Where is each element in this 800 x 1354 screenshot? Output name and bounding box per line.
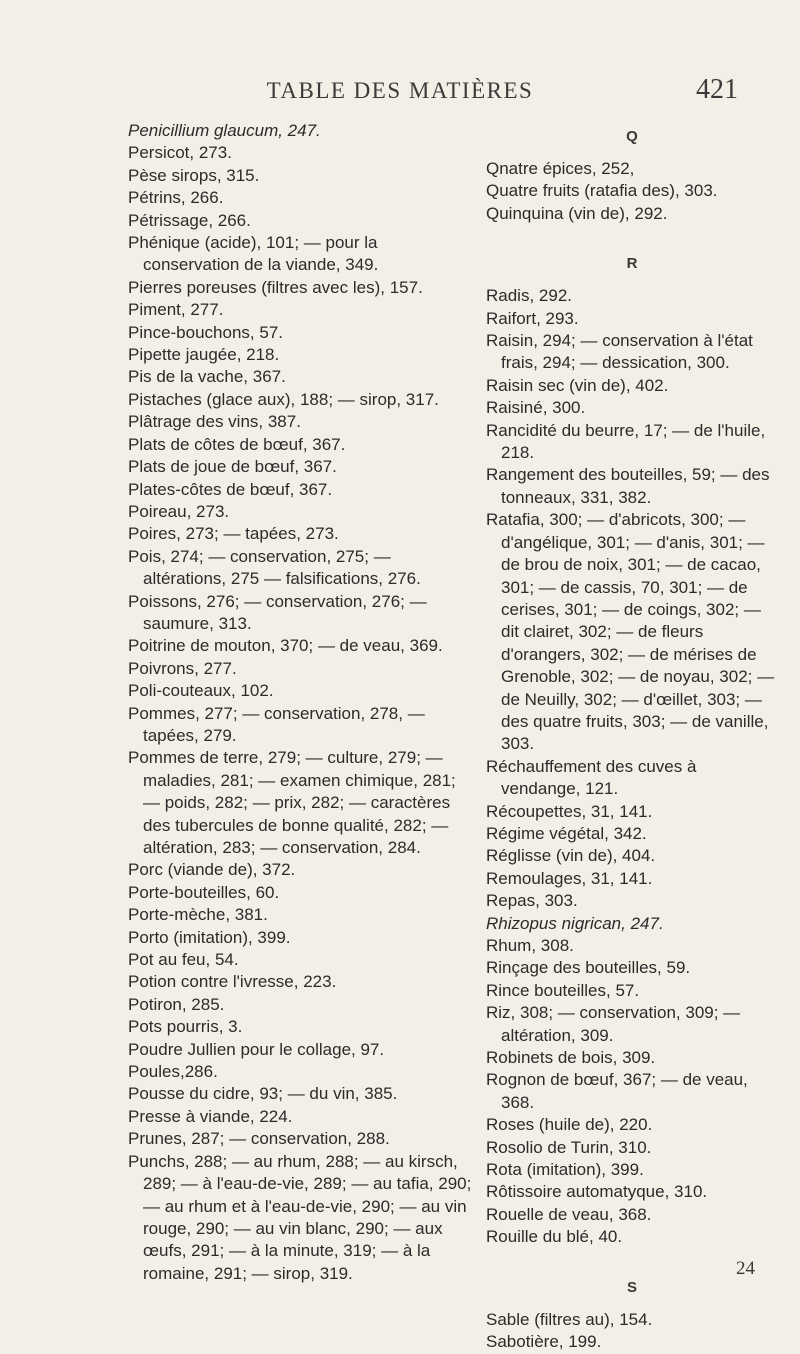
index-entry: Ratafia, 300; — d'abricots, 300; — d'angélique, 301; — d'anis, 301; — de brou de noix, 301; — de cacao, 301; — de cassis, 70, 301; — de cerises, 301; — de coings, 302; — dit clairet, 302; — de fleurs d'orangers, 302; — de mérises de Grenoble, 302; — de noyau, 302; — de Neuilly, 302; — d'œillet, 303; — des quatre fruits, 303; — de vanille, 303. [486,510,775,754]
section-letter-s: S [626,1278,637,1296]
index-entry: Porc (viande de), 372. [128,860,296,880]
page-number: 421 [696,74,738,105]
index-entry: Rosolio de Turin, 310. [486,1137,652,1157]
index-entry: Robinets de bois, 309. [486,1048,656,1068]
index-entry: Riz, 308; — conservation, 309; — altération, 309. [486,1003,741,1045]
index-entry: Régime végétal, 342. [486,823,647,843]
index-entry: Pétrins, 266. [128,188,224,208]
index-entry: Rognon de bœuf, 367; — de veau, 368. [486,1070,748,1112]
index-entry: Porte-mèche, 381. [128,905,268,925]
section-letter-q: Q [626,128,638,145]
index-entry: Plâtrage des vins, 387. [128,412,301,432]
index-entry: Repas, 303. [486,891,578,911]
index-entry: Potion contre l'ivresse, 223. [128,972,337,992]
running-header-title: TABLE DES MATIÈRES [266,78,534,103]
index-entry: Prunes, 287; — conservation, 288. [128,1129,390,1149]
index-entry: Quinquina (vin de), 292. [486,203,668,223]
index-entry: Phénique (acide), 101; — pour la conservation de la viande, 349. [128,233,379,275]
index-entry: Poires, 273; — tapées, 273. [128,524,339,544]
index-entry: Presse à viande, 224. [128,1106,293,1126]
index-entry: Raisiné, 300. [486,398,586,418]
index-entry: Sable (filtres au), 154. [486,1309,653,1329]
index-list-s [486,1309,778,1354]
index-entry: Persicot, 273. [128,143,232,163]
signature-mark: 24 [736,1258,755,1279]
index-entry: Remoulages, 31, 141. [486,868,653,888]
index-entry: Réchauffement des cuves à vendange, 121. [486,756,697,799]
index-entry: Rinçage des bouteilles, 59. [486,958,691,978]
index-entry: Poivrons, 277. [128,658,237,678]
index-entry: Plates-côtes de bœuf, 367. [128,479,333,499]
index-entry: Plats de côtes de bœuf, 367. [128,434,346,454]
index-entry: Qnatre épices, 252, [486,159,635,178]
index-entry: Rouille du blé, 40. [486,1227,623,1247]
index-entry: Pince-bouchons, 57. [128,322,283,342]
index-entry: Plats de joue de bœuf, 367. [128,457,337,477]
index-list-q [486,158,778,225]
index-entry: Rhum, 308. [486,936,574,955]
index-entry: Pèse sirops, 315. [128,165,260,185]
index-entry: Radis, 292. [486,286,572,306]
index-entry: Penicillium glaucum, 247. [128,121,321,140]
index-entry: Rôtissoire automatyque, 310. [486,1182,708,1202]
index-entry: Pots pourris, 3. [128,1017,243,1037]
index-entry: Pois, 274; — conservation, 275; — altérations, 275 — falsifications, 276. [128,546,421,589]
index-entry: Pommes de terre, 279; — culture, 279; — maladies, 281; — examen chimique, 281; — poids, 282; — prix, 282; — caractères des tubercules de bonne qualité, 282; — altération, 283; — conservation, 284. [128,748,456,857]
index-entry: Poitrine de mouton, 370; — de veau, 369. [128,636,443,656]
index-entry: Quatre fruits (ratafia des), 303. [486,181,718,201]
index-entry: Poules,286. [128,1062,218,1082]
index-entry: Pis de la vache, 367. [128,367,286,387]
index-entry: Raisin, 294; — conservation à l'état frais, 294; — dessication, 300. [486,331,753,373]
index-entry: Raisin sec (vin de), 402. [486,375,669,395]
index-entry: Pousse du cidre, 93; — du vin, 385. [128,1084,398,1104]
index-entry: Rouelle de veau, 368. [486,1204,652,1224]
index-entry: Rince bouteilles, 57. [486,980,640,1000]
index-column-right [486,124,778,1354]
index-entry: Raifort, 293. [486,308,579,328]
index-entry: Pétrissage, 266. [128,210,251,230]
index-entry: Réglisse (vin de), 404. [486,846,656,866]
index-list-r [486,285,778,1248]
index-entry: Pot au feu, 54. [128,950,239,970]
index-entry: Porto (imitation), 399. [128,927,291,947]
index-column-left [128,120,473,1285]
index-entry: Punchs, 288; — au rhum, 288; — au kirsch, 289; — à l'eau-de-vie, 289; — au tafia, 290; — au rhum et à l'eau-de-vie, 290; — au vin rouge, 290; — au vin blanc, 290; — aux œufs, 291; — à la minute, 319; — à la romaine, 291; — sirop, 319. [128,1151,472,1283]
index-entry: Poissons, 276; — conservation, 276; — saumure, 313. [128,591,427,633]
index-entry: Pistaches (glace aux), 188; — sirop, 317. [128,389,439,409]
index-entry: Poudre Jullien pour le collage, 97. [128,1039,385,1059]
index-entry: Rota (imitation), 399. [486,1160,644,1180]
index-entry: Rancidité du beurre, 17; — de l'huile, 218. [486,420,766,463]
index-entry: Sabotière, 199. [486,1332,602,1352]
index-entry: Piment, 277. [128,300,224,320]
index-entry: Rangement des bouteilles, 59; — des tonneaux, 331, 382. [486,465,770,507]
index-entry: Roses (huile de), 220. [486,1115,653,1135]
index-entry: Porte-bouteilles, 60. [128,882,280,902]
index-entry: Potiron, 285. [128,994,225,1014]
index-entry: Poli-couteaux, 102. [128,681,274,701]
section-letter-r: R [626,255,638,273]
index-entry: Pommes, 277; — conservation, 278, — tapées, 279. [128,703,425,745]
index-entry: Pierres poreuses (filtres avec les), 157. [128,277,423,297]
index-entry: Rhizopus nigrican, 247. [486,913,664,933]
index-entry: Poireau, 273. [128,501,230,521]
index-entry: Récoupettes, 31, 141. [486,801,653,821]
index-entry: Pipette jaugée, 218. [128,345,280,365]
